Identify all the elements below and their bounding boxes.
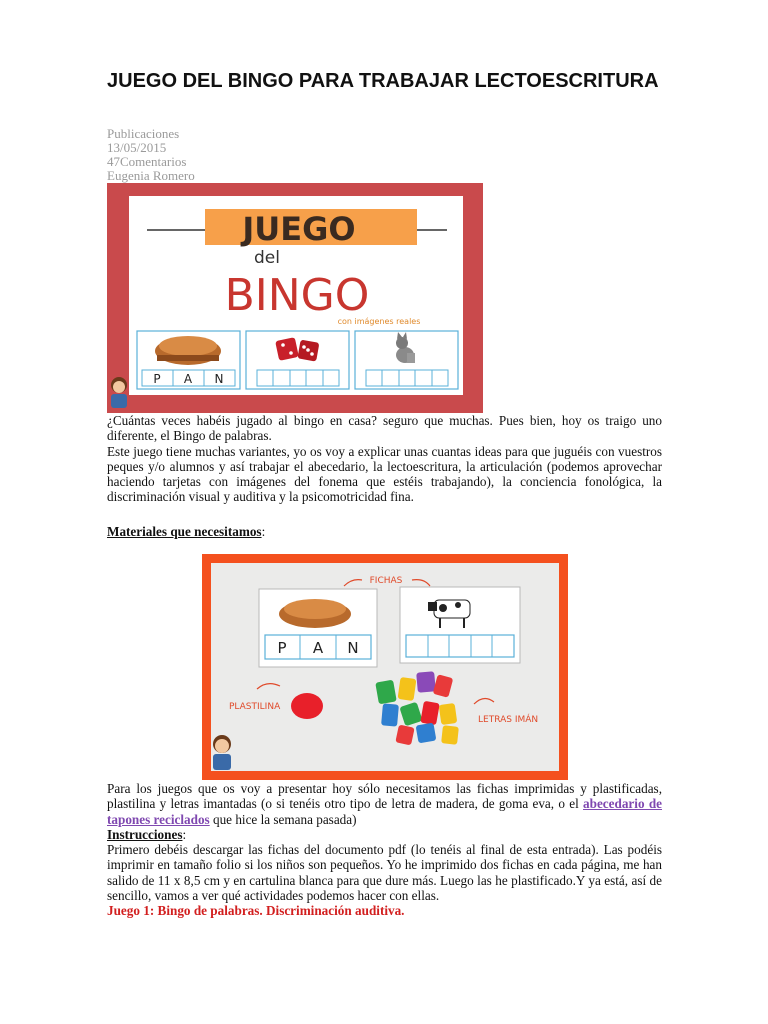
body-paragraphs [107, 781, 662, 919]
game-1-heading: Juego 1: Bingo de palabras. Discriminación auditiva. [107, 903, 405, 919]
materials-colon: : [261, 524, 266, 539]
photo-card-cow [400, 587, 520, 663]
comments-link[interactable]: 47Comentarios [107, 154, 187, 169]
article-title: JUEGO DEL BINGO PARA TRABAJAR LECTOESCRITURA [107, 70, 659, 92]
bingo-card-dice [246, 331, 349, 389]
instructions-colon: : [182, 826, 187, 842]
post-date: 13/05/2015 [107, 140, 167, 155]
label-letras-iman: LETRAS IMÁN [478, 715, 539, 725]
cover-word-bingo: BINGO [224, 270, 370, 321]
letter-p: P [153, 372, 161, 386]
letter-n: N [214, 372, 224, 386]
intro-paragraphs [107, 413, 662, 505]
cover-word-del: del [254, 248, 280, 268]
bread-icon [155, 336, 221, 365]
label-fichas: FICHAS [369, 576, 403, 586]
letter-a: A [183, 372, 193, 386]
instructions-heading: Instrucciones [107, 826, 183, 842]
cover-caption: con imágenes reales [337, 317, 421, 326]
bingo-cover-image [107, 183, 483, 413]
photo-letter-a: A [312, 639, 324, 657]
instructions-paragraph: Primero debéis descargar las fichas del documento pdf (lo tenéis al final de esta entrada). Las podéis imprimir en tamaño folio si los niños son pequeños. Yo he imprimido dos fichas en cada página, me han salido de 11 x 8,5 cm y en cartulina blanca para que dure más. Luego las he plastificado.Y ya está, así de sencillo, vamos a ver qué actividades podemos hacer con ellas. [107, 842, 662, 904]
materials-paragraph-end: que hice la semana pasada) [209, 811, 357, 827]
materials-heading: Materiales que necesitamos [107, 524, 262, 539]
cover-word-juego: JUEGO [242, 210, 356, 248]
intro-paragraph-1: ¿Cuántas veces habéis jugado al bingo en casa? seguro que muchas. Pues bien, hoy os traigo uno diferente, el Bingo de palabras. [107, 413, 662, 444]
recycled-caps-alphabet-link[interactable]: abecedario de tapones reciclados [107, 796, 663, 827]
post-meta [107, 127, 195, 183]
bread-icon [279, 599, 351, 628]
materials-paragraph-start: Para los juegos que os voy a presentar hoy sólo necesitamos las fichas imprimidas y plastificadas, plastilina y letras imantadas (o si tenéis otro tipo de letra de madera, de goma eva, o el [107, 781, 662, 812]
materials-line [107, 524, 662, 539]
intro-paragraph-2: Este juego tiene muchas variantes, yo os voy a explicar unas cuantas ideas para que juguéis con vuestros peques y/o alumnos y así trabajar el abecedario, la lectoescritura, la articulación (podemos aprovechar haciendo tarjetas con imágenes del fonema que estéis trabajando), la conciencia fonológica, la discriminación visual y auditiva y la psicomotricidad fina. [107, 443, 662, 505]
plasticine-ball [291, 693, 323, 719]
category-link[interactable]: Publicaciones [107, 126, 180, 141]
photo-letter-n: N [347, 639, 359, 657]
author-link[interactable]: Eugenia Romero [107, 168, 195, 183]
label-plastilina: PLASTILINA [229, 702, 281, 712]
photo-letter-p: P [277, 639, 287, 657]
materials-photo [202, 554, 568, 780]
